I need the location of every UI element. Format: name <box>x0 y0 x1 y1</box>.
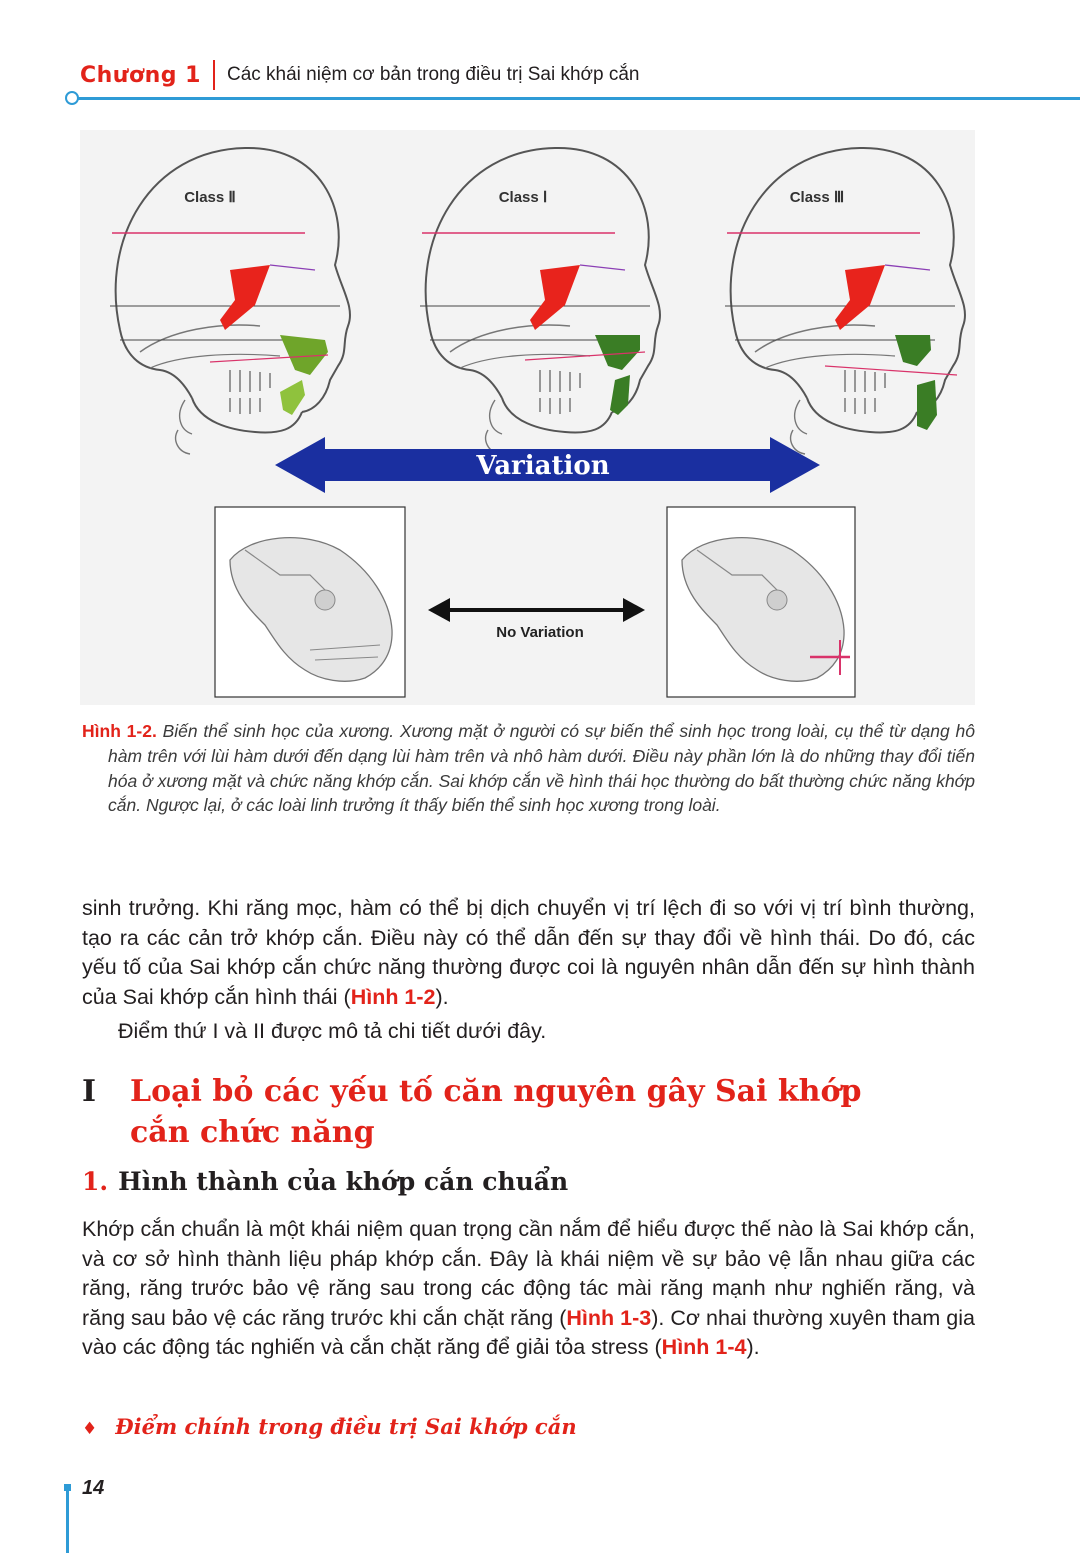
header-rule-dot <box>65 91 79 105</box>
chapter-title: Các khái niệm cơ bản trong điều trị Sai khớp cắn <box>226 64 640 85</box>
class-2-label: Class Ⅱ <box>184 189 236 206</box>
paragraph-3-text-2: ). Cơ nhai thường xuyên tham gia vào các động tác nghiến và cắn chặt răng để giải tỏa stress ( <box>82 1305 975 1360</box>
paragraph-1-end: ). <box>435 984 449 1009</box>
variation-label: Variation <box>476 451 610 481</box>
figure-ref-1-3[interactable]: Hình 1-3 <box>566 1305 652 1330</box>
figure-ref-1-2[interactable]: Hình 1-2 <box>350 984 436 1009</box>
header-separator <box>213 60 215 90</box>
paragraph-2: Điểm thứ I và II được mô tả chi tiết dưới đây. <box>118 1019 547 1043</box>
section-number: I <box>82 1074 97 1109</box>
section-title: Loại bỏ các yếu tố căn nguyên gây Sai khớp cắn chức năng <box>130 1074 862 1150</box>
section-heading <box>82 1071 975 1153</box>
paragraph-1-text: sinh trưởng. Khi răng mọc, hàm có thể bị dịch chuyển vị trí lệch đi so với vị trí bình thường, tạo ra các cản trở khớp cắn. Điều này có thể dẫn đến sự thay đổi về hình thái. Do đó, các yếu tố của Sai khớp cắn chức năng thường được coi là nguyên nhân dẫn đến sự hình thành của Sai khớp cắn hình thái ( <box>82 896 975 1009</box>
key-point-heading <box>82 1414 577 1439</box>
paragraph-3 <box>82 1215 975 1363</box>
class-1-label: Class Ⅰ <box>498 189 548 206</box>
caption-label: Hình 1-2. <box>82 721 157 741</box>
paragraph-3-text-1: Khớp cắn chuẩn là một khái niệm quan trọng cần nắm để hiểu được thế nào là Sai khớp cắn, và cơ sở hình thành liệu pháp khớp cắn. Đây là khái niệm về sự bảo vệ lẫn nhau giữa các răng, răng trước bảo vệ răng sau trong các động tác mài răng mạnh như nghiến răng, và răng sau bảo vệ các răng trước khi cắn chặt răng ( <box>82 1217 975 1330</box>
no-variation-label: No Variation <box>496 624 584 641</box>
figure-1-2 <box>80 130 975 705</box>
paragraph-1 <box>82 894 975 1012</box>
page-number: 14 <box>82 1477 105 1499</box>
key-point-text: Điểm chính trong điều trị Sai khớp cắn <box>115 1414 577 1439</box>
paragraph-3-end: ). <box>746 1335 760 1360</box>
running-header <box>80 58 640 92</box>
subsection-heading <box>82 1165 568 1199</box>
chapter-label: Chương 1 <box>80 62 201 88</box>
primate-skull-right <box>667 507 855 697</box>
skull-variation-illustration <box>80 130 975 705</box>
no-variation-arrow <box>428 598 645 622</box>
caption-text: Biến thể sinh học của xương. Xương mặt ở người có sự biến thể sinh học trong loài, cụ thể từ dạng hô hàm trên với lùi hàm dưới đến dạng lùi hàm trên và nhô hàm dưới. Điều này phần lớn là do những thay đổi tiến hóa ở xương mặt và chức năng khớp cắn. Sai khớp cắn về hình thái học thường do bất thường chức năng khớp cắn. Ngược lại, ở các loài linh trưởng ít thấy biến thể sinh học xương trong loài. <box>108 721 975 816</box>
subsection-number: 1. <box>82 1167 109 1196</box>
header-rule <box>72 97 1080 100</box>
figure-ref-1-4[interactable]: Hình 1-4 <box>661 1335 747 1360</box>
diamond-bullet-icon: ♦ <box>82 1419 98 1439</box>
page-bar <box>66 1489 69 1553</box>
figure-caption <box>82 719 975 818</box>
subsection-title: Hình thành của khớp cắn chuẩn <box>118 1167 569 1196</box>
class-3-label: Class Ⅲ <box>789 189 845 206</box>
caption-body <box>82 719 975 818</box>
primate-skull-left <box>215 507 405 697</box>
